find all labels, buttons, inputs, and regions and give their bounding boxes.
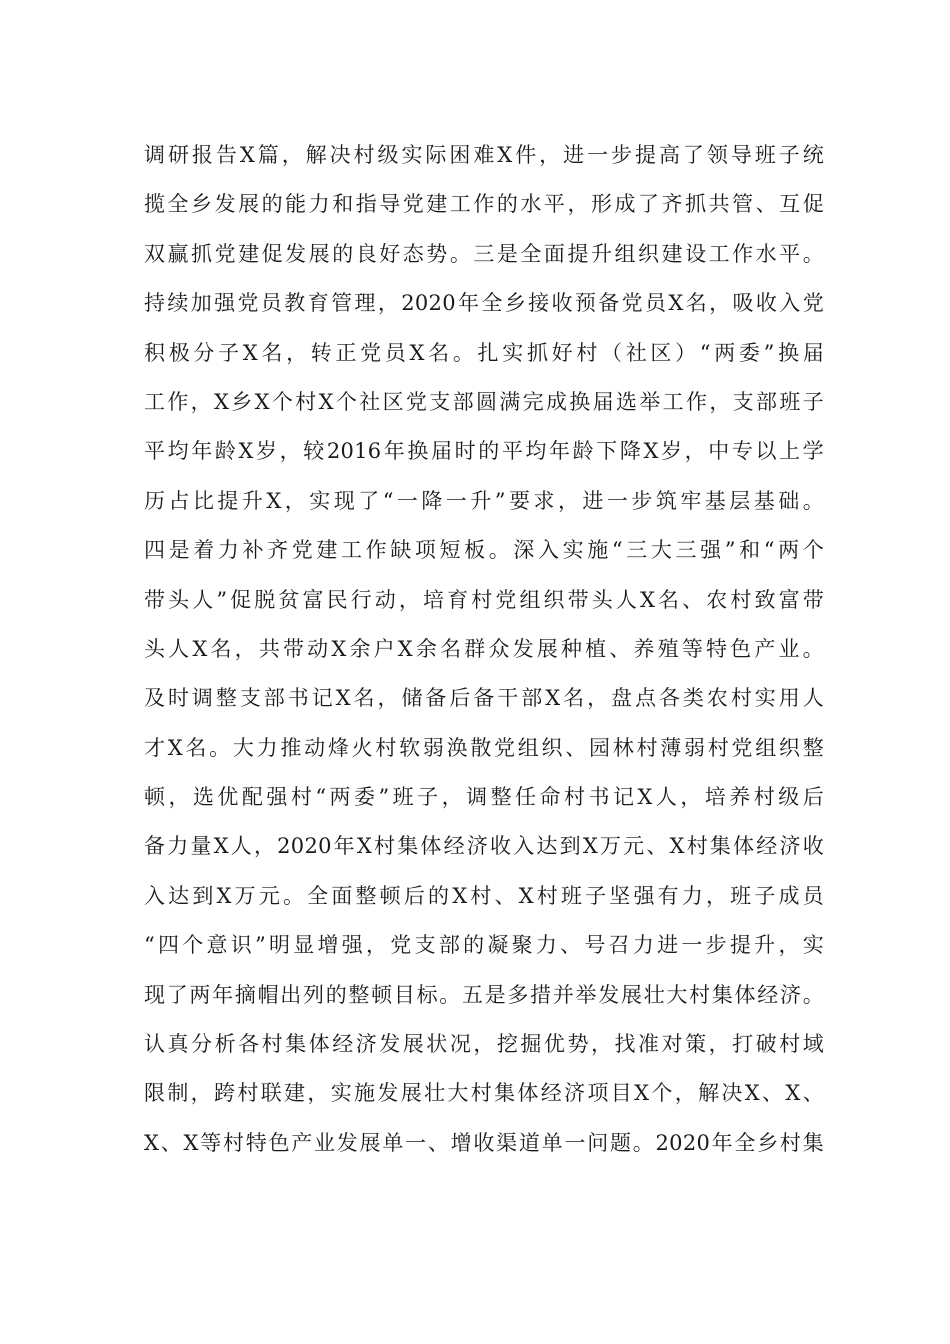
text-line: 平均年龄X岁，较2016年换届时的平均年龄下降X岁，中专以上学 <box>144 439 824 464</box>
text-line: 历占比提升X，实现了“一降一升”要求，进一步筑牢基层基础。 <box>144 488 824 513</box>
text-line: 四是着力补齐党建工作缺项短板。深入实施“三大三强”和“两个 <box>144 538 824 563</box>
text-line: 双赢抓党建促发展的良好态势。三是全面提升组织建设工作水平。 <box>144 241 824 266</box>
body-text <box>144 131 824 1168</box>
text-line: 及时调整支部书记X名，储备后备干部X名，盘点各类农村实用人 <box>144 686 824 711</box>
text-line: 带头人”促脱贫富民行动，培育村党组织带头人X名、农村致富带 <box>144 587 824 612</box>
text-line: 限制，跨村联建，实施发展壮大村集体经济项目X个，解决X、X、 <box>144 1081 824 1106</box>
text-line: 现了两年摘帽出列的整顿目标。五是多措并举发展壮大村集体经济。 <box>144 982 824 1007</box>
text-line: 调研报告X篇，解决村级实际困难X件，进一步提高了领导班子统 <box>144 143 824 167</box>
text-line: 顿，选优配强村“两委”班子，调整任命村书记X人，培养村级后 <box>144 785 824 810</box>
text-line: 揽全乡发展的能力和指导党建工作的水平，形成了齐抓共管、互促 <box>144 192 824 217</box>
text-line: 持续加强党员教育管理，2020年全乡接收预备党员X名，吸收入党 <box>144 291 824 316</box>
text-line: “四个意识”明显增强，党支部的凝聚力、号召力进一步提升，实 <box>144 933 824 958</box>
text-line: 认真分析各村集体经济发展状况，挖掘优势，找准对策，打破村域 <box>144 1032 824 1057</box>
text-line: 备力量X人，2020年X村集体经济收入达到X万元、X村集体经济收 <box>144 834 824 859</box>
text-line: X、X等村特色产业发展单一、增收渠道单一问题。2020年全乡村集 <box>144 1130 824 1155</box>
text-line: 入达到X万元。全面整顿后的X村、X村班子坚强有力，班子成员 <box>144 883 824 908</box>
text-line: 才X名。大力推动烽火村软弱涣散党组织、园林村薄弱村党组织整 <box>144 735 824 760</box>
text-line: 积极分子X名，转正党员X名。扎实抓好村（社区）“两委”换届 <box>144 340 824 365</box>
text-line: 工作，X乡X个村X个社区党支部圆满完成换届选举工作，支部班子 <box>144 389 824 414</box>
text-line: 头人X名，共带动X余户X余名群众发展种植、养殖等特色产业。 <box>144 636 824 661</box>
